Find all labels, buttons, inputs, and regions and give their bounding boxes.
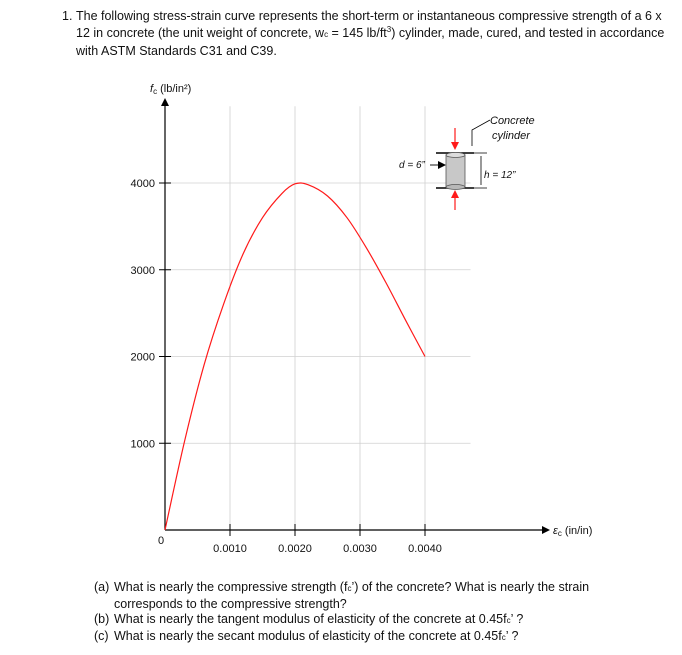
y-tick-label: 1000 bbox=[130, 438, 155, 451]
x-tick-label: 0.0010 bbox=[213, 543, 247, 555]
problem-text-3: ) cylinder, made, cured, and tested in accordance with ASTM Standards C31 and C39. bbox=[76, 26, 665, 58]
question-c-sub: c bbox=[501, 632, 506, 642]
height-label: h = 12” bbox=[484, 170, 516, 181]
questions-list bbox=[94, 580, 664, 645]
y-tick-label: 2000 bbox=[130, 351, 155, 364]
x-tick-label: 0.0020 bbox=[278, 543, 312, 555]
cylinder-body bbox=[446, 155, 465, 187]
axis-layer bbox=[165, 100, 548, 530]
x-axis-label: εc (in/in) bbox=[553, 525, 593, 538]
cylinder-label-line1: Concrete bbox=[490, 115, 535, 127]
question-label: (c) bbox=[94, 628, 109, 643]
problem-text-sup: 3 bbox=[386, 24, 392, 34]
tick-layer bbox=[131, 178, 442, 555]
question-a-line1-pre: What is nearly the compressive strength (f bbox=[114, 580, 348, 594]
problem-text-1: The following stress-strain curve represents the short-term or instantaneous compressive strength of a 6 x 12 in concrete (the unit weight of concrete, w bbox=[76, 9, 662, 40]
question-a-line2: corresponds to the compressive strength? bbox=[114, 596, 347, 611]
diameter-label: d = 6” bbox=[399, 160, 425, 171]
question-label: (b) bbox=[94, 612, 110, 626]
question-b-pre: What is nearly the tangent modulus of elasticity of the concrete at 0.45f bbox=[114, 612, 507, 626]
question-b-sub: c bbox=[506, 616, 511, 625]
question-c-pre: What is nearly the secant modulus of elasticity of the concrete at 0.45f bbox=[114, 628, 502, 643]
cylinder-label-line2: cylinder bbox=[492, 130, 530, 142]
problem-wc-subscript: c bbox=[324, 30, 329, 39]
cylinder-top bbox=[446, 153, 465, 158]
y-tick-label: 4000 bbox=[130, 178, 155, 190]
x-tick-label: 0.0030 bbox=[343, 543, 377, 555]
question-b-post: ’ ? bbox=[510, 612, 524, 626]
y-tick-label: 3000 bbox=[130, 264, 155, 277]
question-c-post: ’ ? bbox=[505, 628, 519, 643]
question-c bbox=[94, 629, 664, 646]
question-a-line1-post: ’) of the concrete? What is nearly the strain bbox=[351, 580, 590, 594]
x-tick-label: 0.0040 bbox=[408, 543, 442, 555]
y-axis-label: fc (lb/in²) bbox=[150, 83, 192, 96]
cylinder-label-leader bbox=[472, 120, 490, 146]
cylinder-bottom bbox=[446, 185, 465, 190]
cylinder-diagram bbox=[399, 115, 535, 210]
problem-text-2: = 145 lb/ft bbox=[328, 26, 387, 40]
question-label: (a) bbox=[94, 580, 110, 594]
question-a bbox=[94, 580, 664, 612]
origin-label: 0 bbox=[158, 535, 165, 547]
problem-number: 1. bbox=[62, 9, 73, 23]
question-b bbox=[94, 612, 664, 629]
question-a-sub: c bbox=[347, 584, 352, 593]
